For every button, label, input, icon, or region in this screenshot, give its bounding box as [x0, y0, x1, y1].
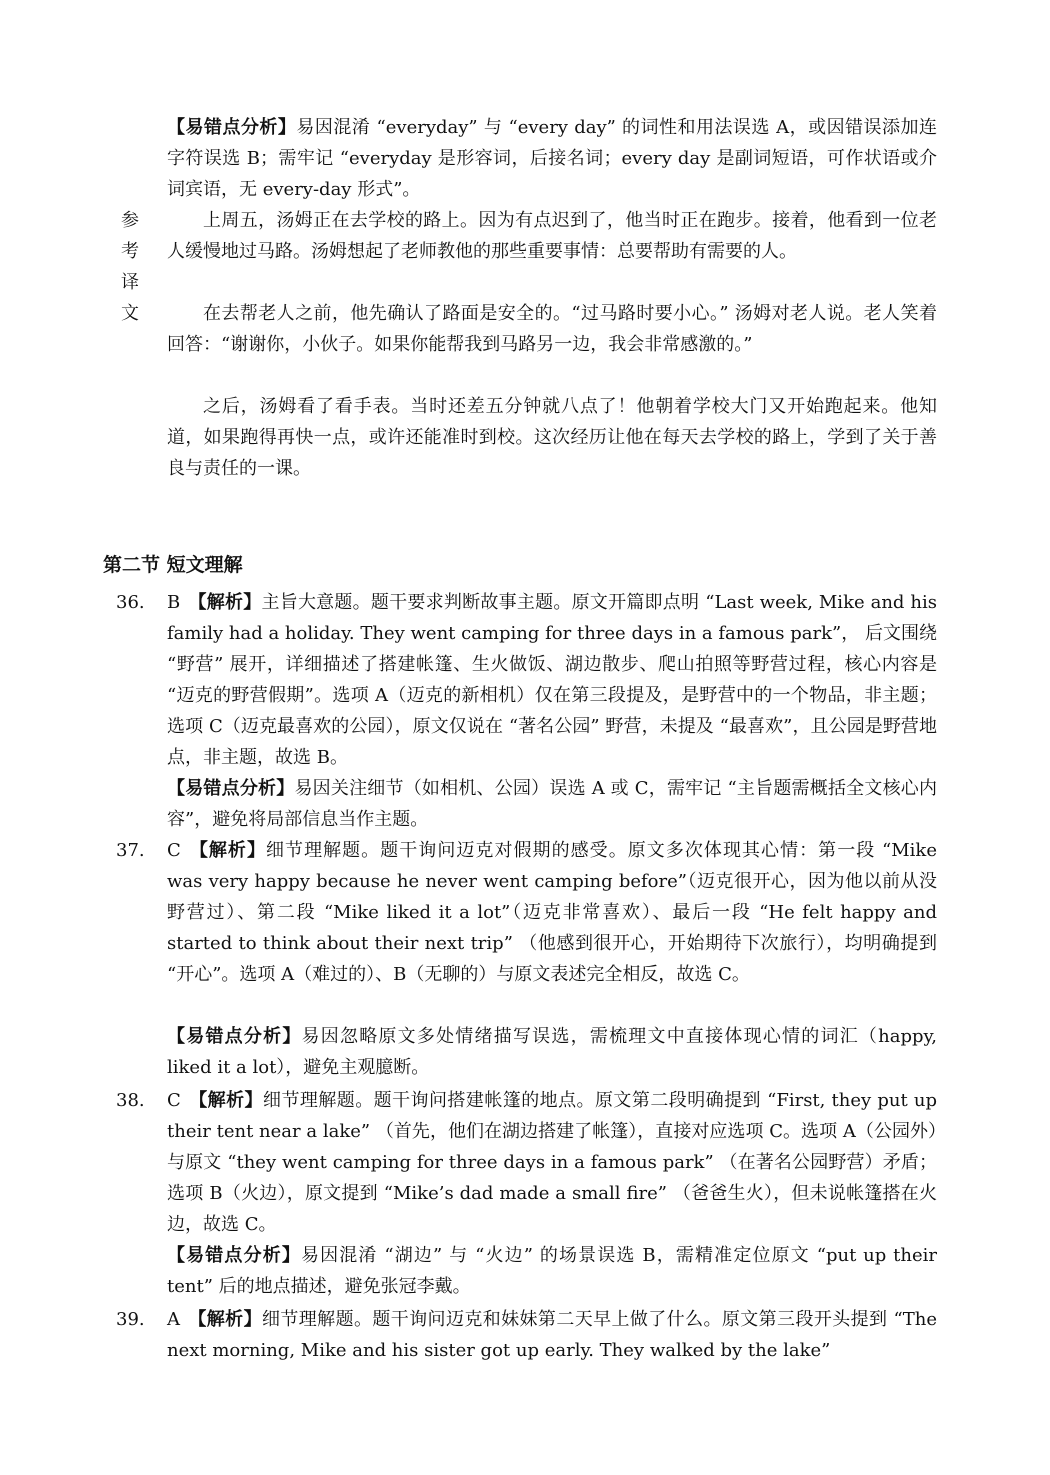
analysis-text: 细节理解题。题干询问搭建帐篷的地点。原文第二段明确提到 “First, they put up their tent near a lake” （首先，他们在湖边搭建了帐篷），直接对应选项 C。选项 A（公园外）与原文 “they went camping for three days in a famous park” （在著名公园野营）矛盾；选项 B（火边），原文提到 “Mike’s dad made a small fire” （爸爸生火），但未说帐篷搭在火边，故选 C。	[167, 1090, 937, 1235]
error-analysis-tag: 【易错点分析】	[167, 1245, 301, 1266]
error-analysis-tag: 【易错点分析】	[167, 1026, 302, 1047]
error-analysis-text: 易因混淆 “everyday” 与 “every day” 的词性和用法误选 A，或因错误添加连字符误选 B；需牢记 “everyday 是形容词，后接名词；every day 是副词短语，可作状语或介词宾语，无 every-day 形式”。	[167, 117, 937, 200]
label-char: 参	[121, 210, 139, 231]
analysis-tag: 【解析】	[188, 1309, 262, 1330]
analysis-tag: 【解析】	[188, 840, 266, 861]
top-error-analysis	[167, 112, 937, 205]
question-number: 37.	[116, 840, 145, 861]
answer-letter: A	[167, 1309, 180, 1330]
section-heading: 第二节 短文理解	[103, 554, 243, 576]
question-error-analysis	[167, 1240, 937, 1302]
question-number: 39.	[116, 1309, 145, 1330]
error-analysis-text: 易因混淆 “湖边” 与 “火边” 的场景误选 B，需精准定位原文 “put up their tent” 后的地点描述，避免张冠李戴。	[167, 1245, 937, 1297]
error-analysis-text: 易因关注细节（如相机、公园）误选 A 或 C，需牢记 “主旨题需概括全文核心内容”，避免将局部信息当作主题。	[167, 778, 938, 830]
analysis-text: 细节理解题。题干询问迈克对假期的感受。原文多次体现其心情：第一段 “Mike was very happy because he never went camping before”（迈克很开心，因为他以前从没野营过）、第二段 “Mike liked it a lot”（迈克非常喜欢）、最后一段 “He felt happy and started to think about their next trip” （他感到很开心，开始期待下次旅行），均明确提到 “开心”。选项 A（难过的）、B（无聊的）与原文表述完全相反，故选 C。	[167, 840, 937, 985]
analysis-text: 细节理解题。题干询问迈克和妹妹第二天早上做了什么。原文第三段开头提到 “The next morning, Mike and his sister got up early. They walked by the lake”	[167, 1309, 938, 1361]
question-number: 38.	[116, 1090, 145, 1111]
question-analysis	[167, 835, 937, 990]
error-analysis-tag: 【易错点分析】	[167, 117, 297, 138]
label-char: 考	[121, 241, 139, 262]
error-analysis-tag: 【易错点分析】	[167, 778, 295, 799]
question-error-analysis	[167, 773, 937, 835]
analysis-text: 主旨大意题。题干要求判断故事主题。原文开篇即点明 “Last week, Mike and his family had a holiday. They went camping for three days in a famous park”， 后文围绕 “野营” 展开，详细描述了搭建帐篷、生火做饭、湖边散步、爬山拍照等野营过程，核心内容是 “迈克的野营假期”。选项 A（迈克的新相机）仅在第三段提及，是野营中的一个物品，非主题；选项 C（迈克最喜欢的公园），原文仅说在 “著名公园” 野营，未提及 “最喜欢”，且公园是野营地点，非主题，故选 B。	[167, 592, 937, 768]
analysis-tag: 【解析】	[188, 1090, 263, 1111]
answer-letter: C	[167, 1090, 181, 1111]
translation-paragraph: 上周五，汤姆正在去学校的路上。因为有点迟到了，他当时正在跑步。接着，他看到一位老人缓慢地过马路。汤姆想起了老师教他的那些重要事情：总要帮助有需要的人。	[167, 210, 937, 262]
question-analysis	[167, 1085, 937, 1240]
error-analysis-text: 易因忽略原文多处情绪描写误选，需梳理文中直接体现心情的词汇（happy, liked it a lot），避免主观臆断。	[167, 1026, 938, 1078]
answer-letter: B	[167, 592, 181, 613]
answer-letter: C	[167, 840, 181, 861]
label-char: 译	[121, 272, 139, 293]
reference-translation-label	[118, 205, 142, 329]
question-analysis	[167, 1304, 937, 1366]
question-error-analysis	[167, 1021, 937, 1083]
question-analysis	[167, 587, 937, 773]
analysis-tag: 【解析】	[188, 592, 262, 613]
question-number: 36.	[116, 592, 145, 613]
translation-paragraph: 之后，汤姆看了看手表。当时还差五分钟就八点了！他朝着学校大门又开始跑起来。他知道，如果跑得再快一点，或许还能准时到校。这次经历让他在每天去学校的路上，学到了关于善良与责任的一课。	[167, 396, 937, 479]
label-char: 文	[121, 303, 139, 324]
translation-paragraph: 在去帮老人之前，他先确认了路面是安全的。“过马路时要小心。” 汤姆对老人说。老人笑着回答：“谢谢你，小伙子。如果你能帮我到马路另一边，我会非常感激的。”	[167, 303, 937, 355]
